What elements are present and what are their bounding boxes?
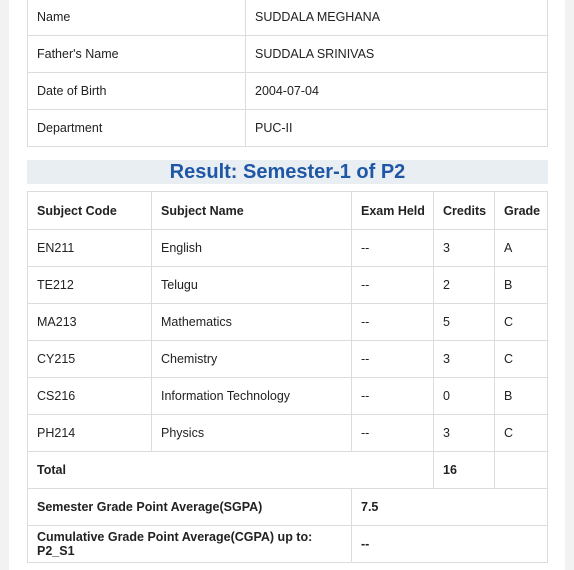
exam-held: -- bbox=[352, 230, 434, 267]
col-header-subject-code: Subject Code bbox=[28, 192, 152, 230]
subject-name: Information Technology bbox=[152, 378, 352, 415]
credits: 2 bbox=[434, 267, 495, 304]
total-credits: 16 bbox=[434, 452, 495, 489]
exam-held: -- bbox=[352, 415, 434, 452]
credits: 0 bbox=[434, 378, 495, 415]
total-grade-empty bbox=[495, 452, 548, 489]
grades-header-row bbox=[28, 192, 548, 230]
info-value: SUDDALA MEGHANA bbox=[246, 0, 548, 36]
subject-name: Mathematics bbox=[152, 304, 352, 341]
credits: 3 bbox=[434, 341, 495, 378]
col-header-subject-name: Subject Name bbox=[152, 192, 352, 230]
student-info-table bbox=[27, 0, 548, 147]
grades-table bbox=[27, 191, 548, 563]
sgpa-value: 7.5 bbox=[352, 489, 548, 526]
cgpa-value: -- bbox=[352, 526, 548, 563]
grade: C bbox=[495, 304, 548, 341]
info-value: SUDDALA SRINIVAS bbox=[246, 36, 548, 73]
exam-held: -- bbox=[352, 267, 434, 304]
grade: C bbox=[495, 341, 548, 378]
cgpa-row bbox=[28, 526, 548, 563]
subject-code: CY215 bbox=[28, 341, 152, 378]
info-row-dob bbox=[28, 73, 548, 110]
subject-code: EN211 bbox=[28, 230, 152, 267]
subject-name: Physics bbox=[152, 415, 352, 452]
info-value: 2004-07-04 bbox=[246, 73, 548, 110]
subject-name: English bbox=[152, 230, 352, 267]
table-row bbox=[28, 304, 548, 341]
info-row-name bbox=[28, 0, 548, 36]
subject-name: Chemistry bbox=[152, 341, 352, 378]
grade: B bbox=[495, 267, 548, 304]
subject-code: TE212 bbox=[28, 267, 152, 304]
col-header-exam-held: Exam Held bbox=[352, 192, 434, 230]
table-row bbox=[28, 378, 548, 415]
grade: B bbox=[495, 378, 548, 415]
result-title: Result: Semester-1 of P2 bbox=[27, 160, 548, 184]
info-label: Name bbox=[28, 0, 246, 36]
sgpa-label: Semester Grade Point Average(SGPA) bbox=[28, 489, 352, 526]
grade: C bbox=[495, 415, 548, 452]
table-row bbox=[28, 230, 548, 267]
table-row bbox=[28, 341, 548, 378]
credits: 3 bbox=[434, 230, 495, 267]
col-header-grade: Grade bbox=[495, 192, 548, 230]
table-row bbox=[28, 415, 548, 452]
exam-held: -- bbox=[352, 341, 434, 378]
exam-held: -- bbox=[352, 378, 434, 415]
col-header-credits: Credits bbox=[434, 192, 495, 230]
total-label: Total bbox=[28, 452, 434, 489]
total-row bbox=[28, 452, 548, 489]
subject-code: MA213 bbox=[28, 304, 152, 341]
exam-held: -- bbox=[352, 304, 434, 341]
info-label: Father's Name bbox=[28, 36, 246, 73]
info-label: Department bbox=[28, 110, 246, 147]
subject-code: CS216 bbox=[28, 378, 152, 415]
subject-code: PH214 bbox=[28, 415, 152, 452]
info-row-father-name bbox=[28, 36, 548, 73]
info-value: PUC-II bbox=[246, 110, 548, 147]
info-row-department bbox=[28, 110, 548, 147]
sgpa-row bbox=[28, 489, 548, 526]
credits: 5 bbox=[434, 304, 495, 341]
table-row bbox=[28, 267, 548, 304]
credits: 3 bbox=[434, 415, 495, 452]
cgpa-label: Cumulative Grade Point Average(CGPA) up to: P2_S1 bbox=[28, 526, 352, 563]
grade: A bbox=[495, 230, 548, 267]
info-label: Date of Birth bbox=[28, 73, 246, 110]
subject-name: Telugu bbox=[152, 267, 352, 304]
